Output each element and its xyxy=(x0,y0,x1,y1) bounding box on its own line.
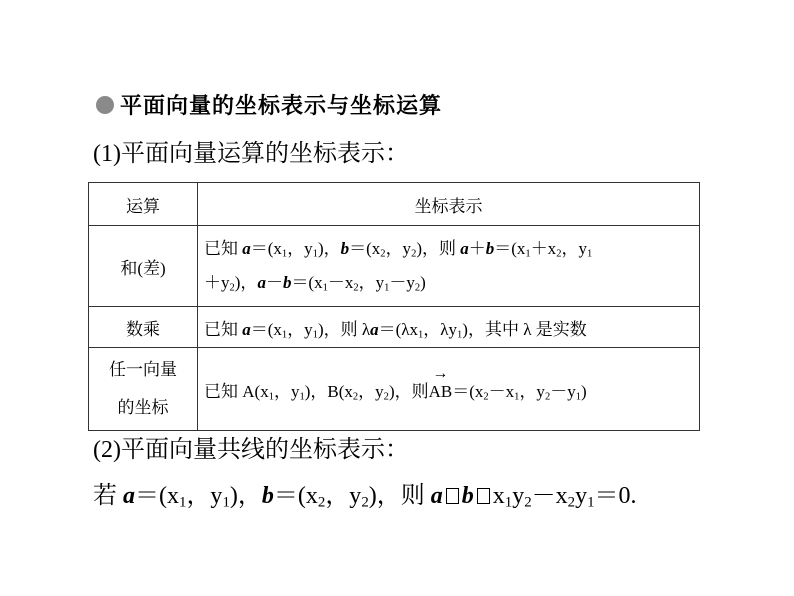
row-label-vector-coord: 任一向量 的坐标 xyxy=(89,348,198,431)
row-label-sum-diff: 和(差) xyxy=(89,226,198,307)
row-formula-vector-coord: 已知 $A(x_1$，$y_1$)，$B(x_2$，$y_2$)，则→ $AB=(x_2-x_1$，$y_2-y_1$) xyxy=(198,348,700,431)
table-row xyxy=(89,348,700,431)
table-row xyxy=(89,307,700,348)
missing-glyph-box xyxy=(446,488,459,504)
header-operation: 运算 xyxy=(89,183,198,226)
section-heading xyxy=(96,88,442,120)
table-row xyxy=(89,226,700,307)
section-number-icon xyxy=(96,96,114,114)
subsection-2-title: (2)平面向量共线的坐标表示： xyxy=(93,437,409,463)
collinear-formula: 若 $a=(x_1$，$y_1$)，$b=(x_2$，$y_2$)，则 a b $x_1y_2-x_2y_1=0$. xyxy=(93,483,637,511)
row-formula-sum-diff: 已知 $a=(x_1$，$y_1$)，$b=(x_2$，$y_2$)，则 $a+b=(x_1+x_2$，$y_1$ $+y_2$)，$a-b=(x_1-x_2$，$y_1-y_2$) xyxy=(198,226,700,307)
section-title: 平面向量的坐标表示与坐标运算 xyxy=(120,93,443,119)
missing-glyph-box xyxy=(477,488,490,504)
row-formula-scalar: 已知 $a=(x_1$，$y_1$)，则 $\lambda a=(\lambda x_1$，$\lambda y_1$)，其中 λ 是实数 xyxy=(198,307,700,348)
coordinate-operations-table xyxy=(88,182,700,431)
subsection-1-title: (1)平面向量运算的坐标表示： xyxy=(93,141,409,167)
row-label-scalar: 数乘 xyxy=(89,307,198,348)
table-header-row xyxy=(89,183,700,226)
header-coordinate: 坐标表示 xyxy=(198,183,700,226)
